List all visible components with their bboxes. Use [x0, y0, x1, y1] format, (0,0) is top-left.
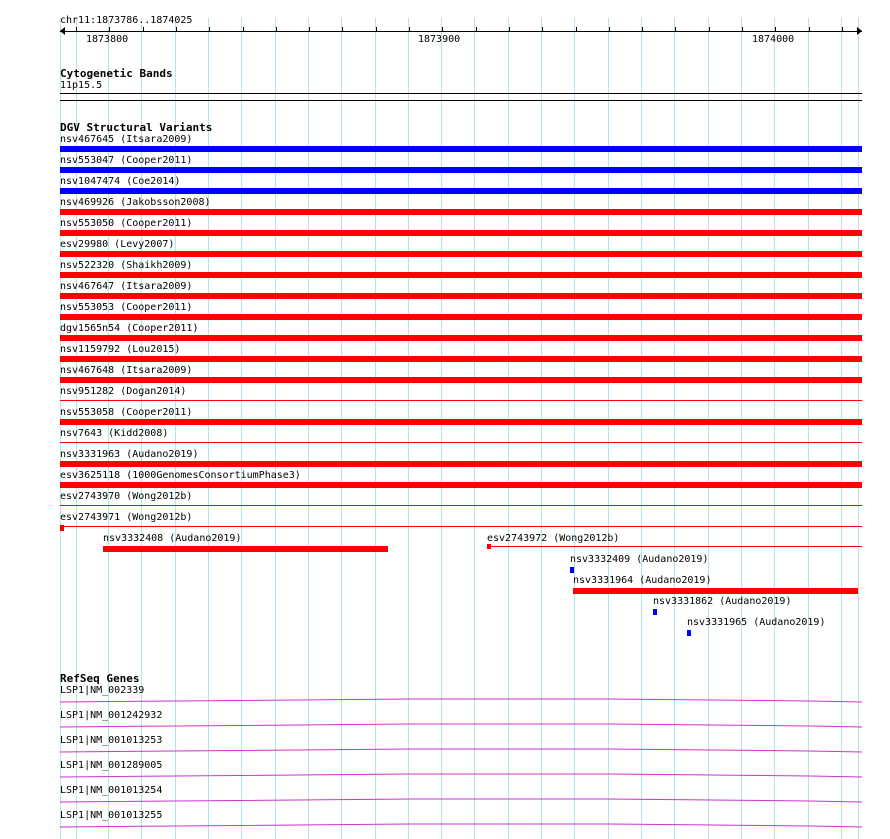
- ruler-tick: [209, 27, 210, 32]
- variant-marker[interactable]: [487, 544, 491, 549]
- ruler-tick: [675, 27, 676, 32]
- variant-label[interactable]: nsv3331965 (Audano2019): [687, 617, 826, 628]
- ruler-tick: [442, 27, 443, 32]
- variant-label[interactable]: esv3625118 (1000GenomesConsortiumPhase3): [60, 470, 301, 481]
- ruler-tick-label: 1873800: [86, 34, 129, 45]
- variant-label[interactable]: esv29980 (Levy2007): [60, 239, 175, 250]
- ruler-tick: [76, 27, 77, 32]
- ruler-tick: [809, 27, 810, 32]
- grid-line: [474, 18, 475, 839]
- variant-label[interactable]: esv2743971 (Wong2012b): [60, 512, 193, 523]
- variant-bar[interactable]: [653, 609, 657, 615]
- ruler-tick: [775, 27, 776, 32]
- variant-label[interactable]: nsv3332408 (Audano2019): [103, 533, 242, 544]
- ruler-tick: [376, 27, 377, 32]
- ruler-tick: [309, 27, 310, 32]
- variant-bar[interactable]: [60, 482, 862, 488]
- variant-label[interactable]: nsv553053 (Cooper2011): [60, 302, 193, 313]
- variant-label[interactable]: nsv467645 (Itsara2009): [60, 134, 193, 145]
- variant-label[interactable]: nsv553058 (Cooper2011): [60, 407, 193, 418]
- grid-line: [208, 18, 209, 839]
- ruler-tick: [476, 27, 477, 32]
- variant-bar[interactable]: [60, 230, 862, 236]
- variant-bar[interactable]: [60, 272, 862, 278]
- ruler-tick: [409, 27, 410, 32]
- grid-line: [708, 18, 709, 839]
- grid-line: [341, 18, 342, 839]
- ruler-tick: [609, 27, 610, 32]
- ruler-right-arrow-icon: [857, 27, 862, 35]
- ruler-tick: [742, 27, 743, 32]
- variant-label[interactable]: nsv467648 (Itsara2009): [60, 365, 193, 376]
- grid-line: [774, 18, 775, 839]
- grid-line: [441, 18, 442, 839]
- ruler-tick: [576, 27, 577, 32]
- variant-bar[interactable]: [60, 167, 862, 173]
- grid-line: [541, 18, 542, 839]
- ruler-tick: [509, 27, 510, 32]
- grid-line: [608, 18, 609, 839]
- grid-line: [241, 18, 242, 839]
- gene-label[interactable]: LSP1|NM_001289005: [60, 760, 163, 771]
- ruler-tick: [642, 27, 643, 32]
- ruler-tick: [342, 27, 343, 32]
- grid-line: [308, 18, 309, 839]
- variant-label[interactable]: nsv1047474 (Coe2014): [60, 176, 181, 187]
- gene-label[interactable]: LSP1|NM_001242932: [60, 710, 163, 721]
- track-title-cytobands[interactable]: Cytogenetic Bands: [60, 67, 173, 80]
- variant-bar[interactable]: [60, 419, 862, 425]
- variant-bar[interactable]: [60, 400, 862, 401]
- variant-label[interactable]: dgv1565n54 (Cooper2011): [60, 323, 199, 334]
- ruler-tick: [109, 27, 110, 32]
- ruler-left-arrow-icon: [60, 27, 65, 35]
- variant-marker[interactable]: [60, 525, 64, 531]
- ruler-tick: [176, 27, 177, 32]
- variant-label[interactable]: nsv469926 (Jakobsson2008): [60, 197, 211, 208]
- ruler-tick: [842, 27, 843, 32]
- grid-line: [408, 18, 409, 839]
- cytoband-label: 11p15.5: [60, 80, 103, 91]
- grid-line: [574, 18, 575, 839]
- ruler-tick-label: 1873900: [418, 34, 461, 45]
- gene-label[interactable]: LSP1|NM_001013255: [60, 810, 163, 821]
- variant-label[interactable]: esv2743970 (Wong2012b): [60, 491, 193, 502]
- track-title-refseq[interactable]: RefSeq Genes: [60, 672, 140, 685]
- variant-bar[interactable]: [487, 546, 862, 547]
- grid-line: [841, 18, 842, 839]
- variant-bar[interactable]: [60, 526, 862, 527]
- variant-label[interactable]: nsv951282 (Dogan2014): [60, 386, 187, 397]
- grid-line: [741, 18, 742, 839]
- variant-bar[interactable]: [60, 188, 862, 194]
- location-label: chr11:1873786..1874025: [60, 15, 193, 26]
- gene-label[interactable]: LSP1|NM_002339: [60, 685, 145, 696]
- variant-bar[interactable]: [60, 461, 862, 467]
- variant-label[interactable]: nsv3331964 (Audano2019): [573, 575, 712, 586]
- ruler-tick: [243, 27, 244, 32]
- cytoband-bar-top: [60, 93, 862, 94]
- variant-label[interactable]: nsv553047 (Cooper2011): [60, 155, 193, 166]
- variant-bar[interactable]: [60, 314, 862, 320]
- gene-label[interactable]: LSP1|NM_001013253: [60, 735, 163, 746]
- ruler-tick-label: 1874000: [752, 34, 795, 45]
- variant-bar[interactable]: [103, 546, 388, 552]
- variant-label[interactable]: nsv522320 (Shaikh2009): [60, 260, 193, 271]
- variant-bar[interactable]: [573, 588, 858, 594]
- cytoband-bar-bottom: [60, 100, 862, 101]
- grid-line: [275, 18, 276, 839]
- grid-line: [674, 18, 675, 839]
- variant-bar[interactable]: [60, 335, 862, 341]
- variant-label[interactable]: esv2743972 (Wong2012b): [487, 533, 620, 544]
- variant-bar[interactable]: [60, 442, 862, 443]
- track-title-dgv[interactable]: DGV Structural Variants: [60, 121, 213, 134]
- ruler-tick: [143, 27, 144, 32]
- ruler-tick: [276, 27, 277, 32]
- gene-label[interactable]: LSP1|NM_001013254: [60, 785, 163, 796]
- variant-label[interactable]: nsv3332409 (Audano2019): [570, 554, 709, 565]
- grid-line: [808, 18, 809, 839]
- variant-bar[interactable]: [60, 209, 862, 215]
- variant-bar[interactable]: [60, 377, 862, 383]
- ruler-tick: [542, 27, 543, 32]
- grid-line: [508, 18, 509, 839]
- ruler-tick: [709, 27, 710, 32]
- variant-label[interactable]: nsv3331862 (Audano2019): [653, 596, 792, 607]
- variant-bar[interactable]: [687, 630, 691, 636]
- variant-label[interactable]: nsv553050 (Cooper2011): [60, 218, 193, 229]
- variant-label[interactable]: nsv7643 (Kidd2008): [60, 428, 169, 439]
- variant-label[interactable]: nsv467647 (Itsara2009): [60, 281, 193, 292]
- variant-bar[interactable]: [570, 567, 574, 573]
- grid-line: [641, 18, 642, 839]
- variant-label[interactable]: nsv3331963 (Audano2019): [60, 449, 199, 460]
- variant-bar[interactable]: [60, 251, 862, 257]
- variant-bar[interactable]: [60, 146, 862, 152]
- variant-bar[interactable]: [60, 356, 862, 362]
- variant-bar[interactable]: [60, 293, 862, 299]
- variant-label[interactable]: nsv1159792 (Lou2015): [60, 344, 181, 355]
- grid-line: [375, 18, 376, 839]
- variant-bar[interactable]: [60, 505, 862, 506]
- grid-line: [858, 18, 859, 839]
